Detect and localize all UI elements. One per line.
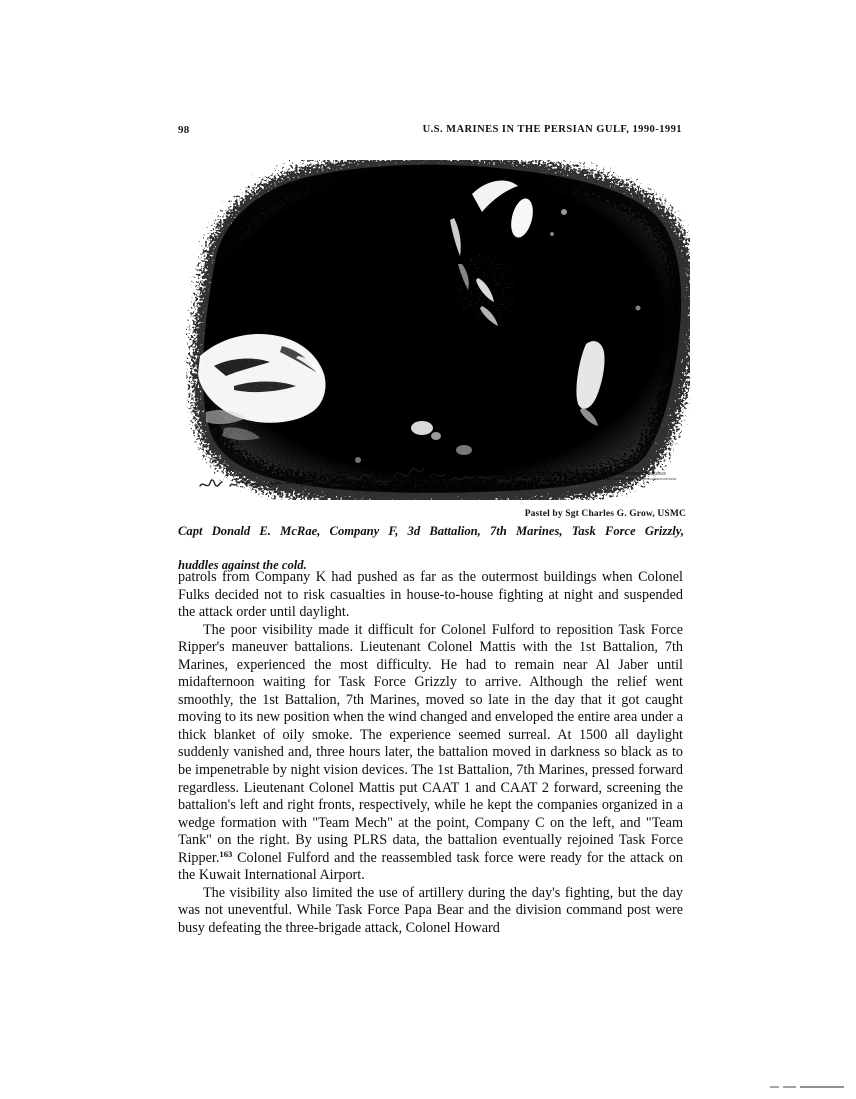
paragraph-visibility — [178, 622, 683, 885]
paragraph-visibility-text-before-footnote: The poor visibility made it difficult for Colonel Fulford to reposition Task Force Ripper's maneuver battalions. Lieutenant Colonel Mattis with the 1st Battalion, 7th Marines, experienced the most difficulty. He had to remain near Al Jaber until midafternoon waiting for Task Force Grizzly to arrive. Although the relief went smoothly, the 1st Battalion, 7th Marines, moved so late in the day that it got caught moving to its new position when the wind changed and enveloped the entire area under a thick blanket of oily smoke. The experience seemed surreal. At 1500 all daylight suddenly vanished and, three hours later, the battalion moved in darkness so black as to be impenetrable by night vision devices. The 1st Battalion, 7th Marines, pressed forward regardless. Lieutenant Colonel Mattis put CAAT 1 and CAAT 2 forward, screening the battalion's left and right fronts, respectively, while he kept the companies organized in a wedge formation with "Team Mech" at the point, Company C on the left, and "Team Tank" on the right. By using PLRS data, the battalion eventually rejoined Task Force Ripper. — [178, 621, 683, 866]
scan-edge-artifact — [770, 1086, 844, 1088]
pastel-drawing-figure — [186, 160, 690, 500]
running-head — [178, 124, 682, 140]
paragraph-patrols: patrols from Company K had pushed as far as the outermost buildings when Colonel Fulks decided not to risk casualties in house-to-house fighting at night and suspended the attack order until daylight. — [178, 569, 683, 621]
paragraph-artillery: The visibility also limited the use of artillery during the day's fighting, but the day was not uneventful. While Task Force Papa Bear and the division command post were busy defeating the three-brigade attack, Colonel Howard — [178, 884, 683, 936]
footnote-marker-163[interactable]: 163 — [219, 848, 233, 859]
artwork-credit: Pastel by Sgt Charles G. Grow, USMC — [524, 509, 686, 519]
paragraph-visibility-text-after-footnote: Colonel Fulford and the reassembled task force were ready for the attack on the Kuwait International Airport. — [178, 849, 683, 884]
caption-line-2: huddles against the cold. — [178, 558, 307, 572]
pastel-drawing-canvas — [186, 160, 690, 500]
scan-artifact-segment — [800, 1086, 844, 1088]
body-text-column — [178, 569, 683, 937]
page-number: 98 — [178, 124, 190, 136]
artwork-halftone-grain — [186, 160, 690, 500]
running-head-title: U.S. MARINES IN THE PERSIAN GULF, 1990-1991 — [422, 124, 682, 135]
caption-line-1: Capt Donald E. McRae, Company F, 3d Battalion, 7th Marines, Task Force Grizzly, — [178, 524, 684, 538]
scan-artifact-segment — [770, 1086, 779, 1088]
scan-artifact-segment — [783, 1086, 796, 1088]
figure-caption — [178, 523, 684, 574]
